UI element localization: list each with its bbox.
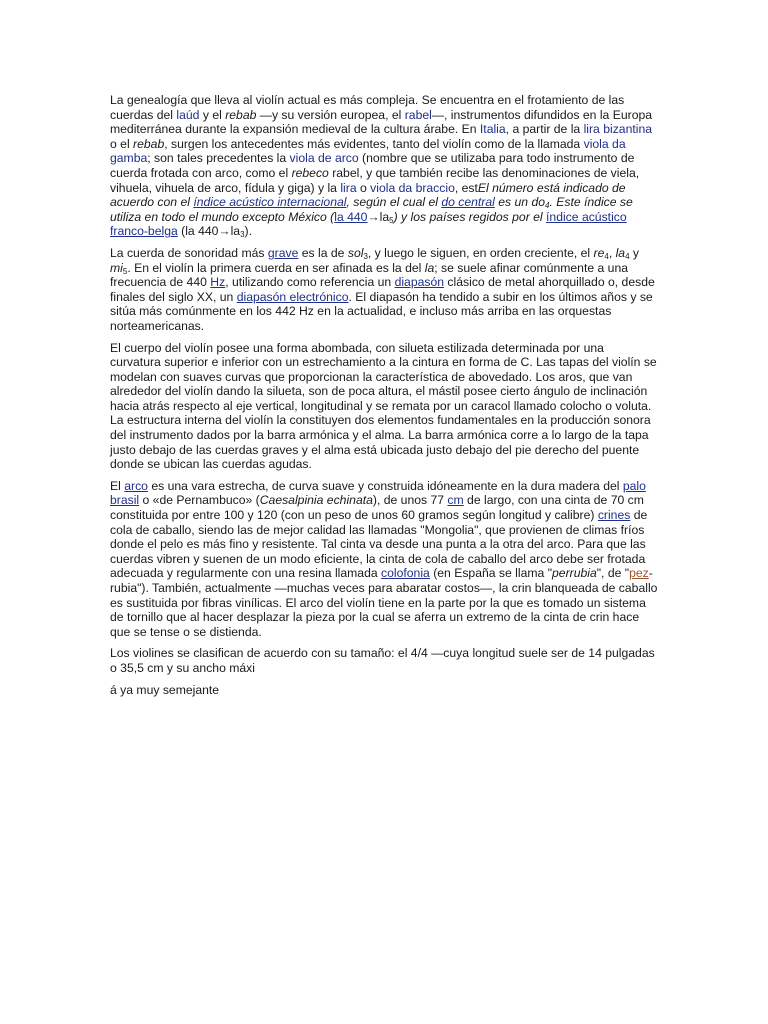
text: . Este índice se utiliza en todo el mundo excepto México (	[110, 195, 633, 224]
text: —, instrumentos difundidos en la Europa mediterránea durante la expansión medieval de la cultura árabe. En	[110, 107, 653, 137]
note-mi: mi	[110, 260, 123, 275]
text: , surgen los antecedentes más evidentes, tanto del violín como de la llamada	[164, 136, 584, 151]
subscript: 4	[625, 251, 630, 261]
text: ).	[244, 224, 252, 239]
subscript: 3	[363, 251, 368, 261]
link-viola-da-braccio[interactable]: viola da braccio	[370, 180, 455, 195]
link-indice-franco-belga[interactable]: índice acústico franco-belga	[110, 209, 627, 239]
note-la: la	[424, 260, 435, 275]
link-viola-da-gamba[interactable]: viola da gamba	[110, 136, 626, 166]
text: rabel, y que también recibe las denominaciones de viela, vihuela, vihuela de arco, fídula y giga) y la	[110, 165, 640, 195]
text: ), de unos 77	[372, 493, 448, 508]
text: o «de Pernambuco» (	[139, 493, 260, 508]
link-arco[interactable]: arco	[124, 478, 148, 493]
text: —y su versión europea, el	[256, 107, 405, 122]
text: El número está indicado de acuerdo con el	[110, 180, 626, 210]
subscript: 4	[604, 251, 609, 261]
text: -rubia"). También, actualmente —muchas veces para abaratar costos—, la crin blanqueada de caballo es sustituida por fibras vinílicas. El arco del violín tiene en la parte por la que es tomado un sistema de tornillo que al hacer desplazar la pieza por la cual se aferra un extremo de la cinta de crin hace que se tense o se distienda.	[110, 566, 658, 639]
text: →la	[367, 209, 390, 224]
link-lira[interactable]: lira	[340, 180, 357, 195]
text: . En el violín la primera cuerda en ser afinada es la del	[127, 260, 425, 275]
link-palo-brasil[interactable]: palo brasil	[110, 478, 646, 508]
text: , a partir de la	[505, 122, 584, 137]
link-diapason[interactable]: diapasón	[394, 275, 445, 290]
subscript: 5	[122, 266, 128, 276]
link-pez[interactable]: pez	[629, 566, 649, 581]
paragraph-body: El cuerpo del violín posee una forma abombada, con silueta estilizada determinada por una curvatura superior e inferior con un estrechamiento a la cintura en forma de C. Las tapas del violín se modelan con suaves curvas que proporcionan la característica de abovedado. Los aros, que van alrededor del violín dando la silueta, son de poca altura, el mástil posee cierto ángulo de inclinación hacia atrás respecto al eje vertical, longitudinal y se remata por un caracol llamado colocho o voluta. La estructura interna del violín la constituyen dos elementos fundamentales en la producción sonora del instrumento dados por la barra armónica y el alma. La barra armónica corre a lo largo de la tapa justo debajo de las cuerdas graves y el alma está ubicada justo debajo del pie derecho del puente donde se ubican las cuerdas agudas.	[110, 340, 657, 472]
text: o el	[110, 136, 134, 151]
link-cm[interactable]: cm	[447, 493, 464, 508]
subscript: 4	[545, 201, 550, 211]
link-rabel[interactable]: rabel	[404, 107, 432, 122]
link-viola-de-arco[interactable]: viola de arco	[289, 151, 359, 166]
link-la-440[interactable]: la 440	[334, 209, 368, 224]
subscript: 3	[240, 230, 245, 240]
text: es la de	[298, 245, 348, 260]
text: . El diapasón ha tendido a subir en los últimos años y se sitúa más comúnmente en los 442 Hz en la actualidad, e incluso más arriba en las orquestas norteamericanas.	[110, 289, 653, 333]
italic-rebeco: rebeco	[291, 165, 329, 180]
text: es una vara estrecha, de curva suave y construida idóneamente en la dura madera del	[147, 478, 623, 493]
paragraph-strings	[110, 246, 658, 334]
link-indice-internacional[interactable]: índice acústico internacional	[193, 195, 347, 210]
text: , y luego le siguen, en orden creciente, el	[367, 245, 594, 260]
paragraph-genealogy	[110, 93, 658, 239]
text: ", de "	[596, 566, 630, 581]
link-hz[interactable]: Hz	[210, 275, 226, 290]
text: , según el cual el	[346, 195, 442, 210]
text: clásico de metal ahorquillado o, desde finales del siglo XX, un	[110, 275, 655, 304]
text: (nombre que se utilizaba para todo instrumento de cuerda frotada con arco, como el	[110, 151, 635, 180]
text: y	[629, 245, 640, 260]
link-diapason-electronico[interactable]: diapasón electrónico	[236, 289, 349, 304]
text: ; son tales precedentes la	[147, 151, 290, 166]
text: La cuerda de sonoridad más	[110, 245, 268, 260]
document-body	[110, 93, 658, 704]
text: , est	[454, 180, 478, 195]
link-do-central[interactable]: do central	[441, 195, 495, 210]
italic-rebab: rebab	[225, 107, 257, 122]
link-crines[interactable]: crines	[597, 508, 631, 523]
text: de largo, con una cinta de 70 cm constituida por entre 100 y 120 (con un peso de unos 60 gramos según longitud y calibre)	[110, 493, 644, 523]
text: (la 440→la	[177, 224, 241, 239]
note-sol: sol	[347, 245, 364, 260]
text: La genealogía que lleva al violín actual es más compleja. Se encuentra en el frotamiento de las cuerdas del	[110, 93, 625, 122]
text: es un do	[494, 195, 546, 210]
italic-rebab: rebab	[133, 136, 165, 151]
link-lira-bizantina[interactable]: lira bizantina	[583, 122, 653, 137]
text: y el	[199, 107, 226, 122]
link-laud[interactable]: laúd	[176, 107, 200, 122]
link-grave[interactable]: grave	[267, 245, 299, 260]
paragraph-bow	[110, 479, 658, 640]
italic-caesalpinia: Caesalpinia echinata	[259, 493, 373, 508]
text: , utilizando como referencia un	[225, 275, 395, 290]
subscript: 5	[389, 215, 394, 225]
paragraph-fragment: á ya muy semejante	[110, 682, 220, 697]
text: El	[110, 478, 125, 493]
note-re: re	[593, 245, 605, 260]
note-la: la	[615, 245, 626, 260]
text: ,	[608, 245, 616, 260]
text: de cola de caballo, siendo las de mejor calidad las llamadas "Mongolia", que provienen de climas fríos donde el pelo es más fino y resistente. Tal cinta va desde una punta a la otra del arco. Para que las cuerdas vibren y suenen de un modo eficiente, la cinta de cola de caballo del arco debe ser frotada adecuada y regularmente con una resina llamada	[110, 508, 648, 581]
link-italia[interactable]: Italia	[479, 122, 506, 137]
italic-text: ) y los países regidos por el	[393, 209, 547, 224]
text: (en España se llama "	[429, 566, 553, 581]
text: ; se suele afinar comúnmente a una frecuencia de 440	[110, 260, 628, 290]
paragraph-sizes: Los violines se clasifican de acuerdo con su tamaño: el 4/4 —cuya longitud suele ser de 14 pulgadas o 35,5 cm y su ancho máxi	[110, 646, 655, 675]
italic-perrubia: perrubia	[552, 566, 597, 581]
text: o	[356, 180, 371, 195]
link-colofonia[interactable]: colofonia	[381, 566, 430, 581]
